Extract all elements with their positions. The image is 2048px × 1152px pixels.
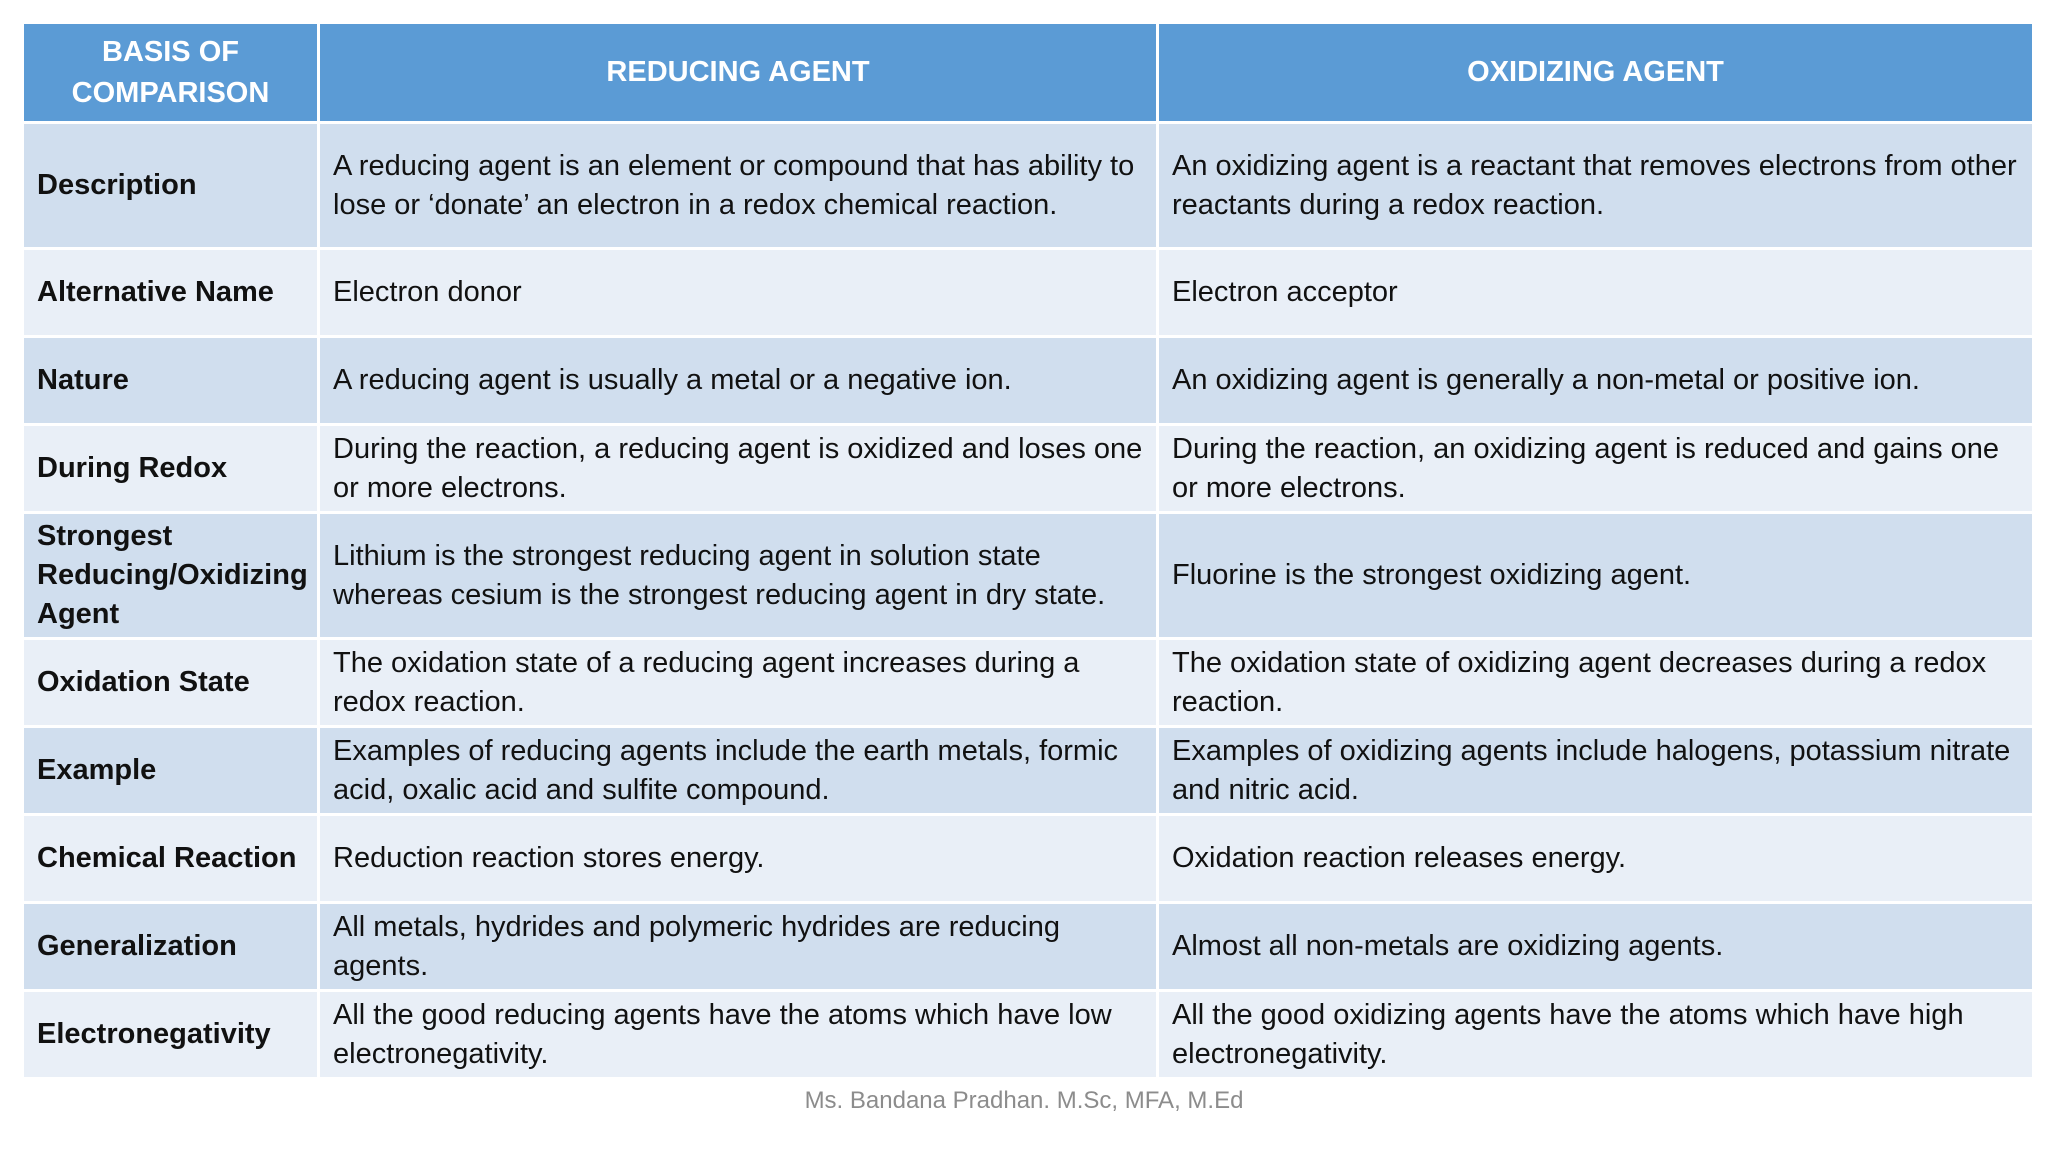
- table-row: [23, 991, 2034, 1079]
- row-basis: Electronegativity: [23, 991, 319, 1079]
- row-reducing-cell: All the good reducing agents have the atoms which have low electronegativity.: [319, 991, 1158, 1079]
- author-footer: Ms. Bandana Pradhan. M.Sc, MFA, M.Ed: [804, 1087, 1244, 1114]
- row-reducing-cell: Lithium is the strongest reducing agent in solution state whereas cesium is the strongest reducing agent in dry state.: [319, 513, 1158, 639]
- row-oxidizing-cell: An oxidizing agent is generally a non-metal or positive ion.: [1158, 337, 2034, 425]
- table-row: [23, 337, 2034, 425]
- row-oxidizing-cell: During the reaction, an oxidizing agent is reduced and gains one or more electrons.: [1158, 425, 2034, 513]
- header-oxidizing-agent: OXIDIZING AGENT: [1158, 23, 2034, 123]
- row-basis: Nature: [23, 337, 319, 425]
- row-oxidizing-cell: Oxidation reaction releases energy.: [1158, 815, 2034, 903]
- row-reducing-cell: Electron donor: [319, 249, 1158, 337]
- row-basis: During Redox: [23, 425, 319, 513]
- table-row: [23, 903, 2034, 991]
- row-reducing-cell: All metals, hydrides and polymeric hydrides are reducing agents.: [319, 903, 1158, 991]
- row-basis: Generalization: [23, 903, 319, 991]
- row-oxidizing-cell: All the good oxidizing agents have the atoms which have high electronegativity.: [1158, 991, 2034, 1079]
- row-reducing-cell: Examples of reducing agents include the earth metals, formic acid, oxalic acid and sulfite compound.: [319, 727, 1158, 815]
- table-header-row: [23, 23, 2034, 123]
- table-row: [23, 639, 2034, 727]
- comparison-table: [21, 21, 2035, 1080]
- table-row: [23, 727, 2034, 815]
- row-reducing-cell: The oxidation state of a reducing agent increases during a redox reaction.: [319, 639, 1158, 727]
- header-reducing-agent: REDUCING AGENT: [319, 23, 1158, 123]
- row-basis: Oxidation State: [23, 639, 319, 727]
- row-oxidizing-cell: The oxidation state of oxidizing agent decreases during a redox reaction.: [1158, 639, 2034, 727]
- row-reducing-cell: A reducing agent is usually a metal or a negative ion.: [319, 337, 1158, 425]
- row-basis: Example: [23, 727, 319, 815]
- table-row: [23, 249, 2034, 337]
- table-row: [23, 123, 2034, 249]
- row-reducing-cell: A reducing agent is an element or compound that has ability to lose or ‘donate’ an electron in a redox chemical reaction.: [319, 123, 1158, 249]
- row-reducing-cell: Reduction reaction stores energy.: [319, 815, 1158, 903]
- row-oxidizing-cell: Fluorine is the strongest oxidizing agent.: [1158, 513, 2034, 639]
- table-row: [23, 513, 2034, 639]
- row-oxidizing-cell: Almost all non-metals are oxidizing agents.: [1158, 903, 2034, 991]
- row-reducing-cell: During the reaction, a reducing agent is oxidized and loses one or more electrons.: [319, 425, 1158, 513]
- table-row: [23, 815, 2034, 903]
- row-basis: Description: [23, 123, 319, 249]
- row-oxidizing-cell: Examples of oxidizing agents include halogens, potassium nitrate and nitric acid.: [1158, 727, 2034, 815]
- row-basis: Alternative Name: [23, 249, 319, 337]
- row-oxidizing-cell: An oxidizing agent is a reactant that removes electrons from other reactants during a redox reaction.: [1158, 123, 2034, 249]
- row-basis: Chemical Reaction: [23, 815, 319, 903]
- row-basis: Strongest Reducing/Oxidizing Agent: [23, 513, 319, 639]
- header-basis-of-comparison: BASIS OF COMPARISON: [23, 23, 319, 123]
- row-oxidizing-cell: Electron acceptor: [1158, 249, 2034, 337]
- table-row: [23, 425, 2034, 513]
